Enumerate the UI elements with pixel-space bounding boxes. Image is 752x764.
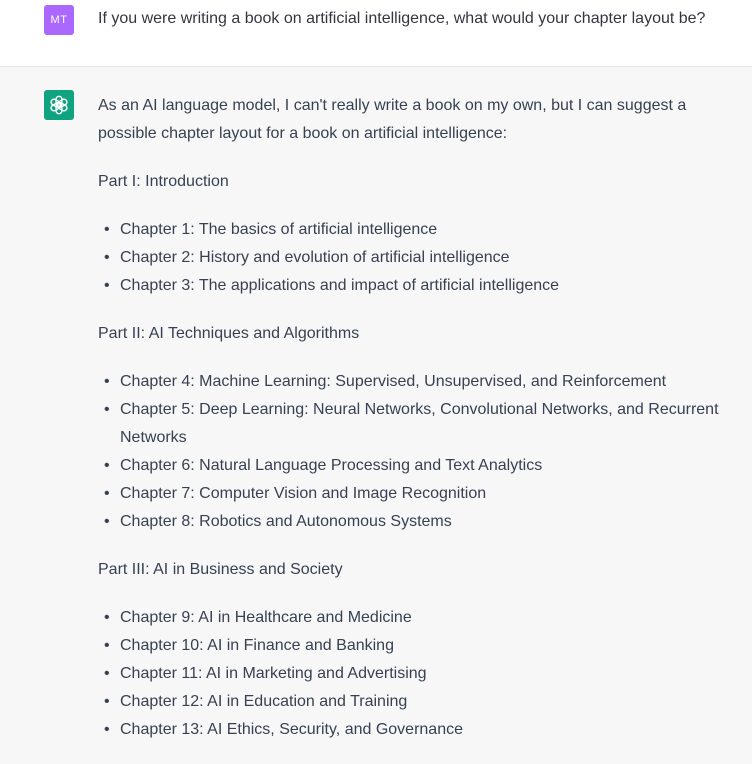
- assistant-avatar: [44, 90, 74, 120]
- chapter-item: • Chapter 5: Deep Learning: Neural Networks, Convolutional Networks, and Recurrent Networks: [120, 396, 744, 452]
- chapter-item: • Chapter 2: History and evolution of artificial intelligence: [120, 244, 744, 272]
- chapter-item: • Chapter 6: Natural Language Processing and Text Analytics: [120, 452, 744, 480]
- chapter-item: • Chapter 8: Robotics and Autonomous Systems: [120, 508, 744, 536]
- openai-logo-icon: [48, 94, 70, 116]
- assistant-intro: As an AI language model, I can't really write a book on my own, but I can suggest a possible chapter layout for a book on artificial intelligence:: [98, 97, 687, 142]
- part-title: Part I: Introduction: [98, 173, 229, 190]
- chapter-item: • Chapter 13: AI Ethics, Security, and Governance: [120, 716, 744, 744]
- user-message-row: [0, 0, 752, 67]
- part-title: Part II: AI Techniques and Algorithms: [98, 325, 360, 342]
- assistant-message-row: [0, 67, 752, 737]
- chapter-item: • Chapter 7: Computer Vision and Image Recognition: [120, 480, 744, 508]
- chapter-item: • Chapter 3: The applications and impact of artificial intelligence: [120, 272, 744, 300]
- part-title: Part III: AI in Business and Society: [98, 561, 343, 578]
- chapter-item: • Chapter 4: Machine Learning: Supervised, Unsupervised, and Reinforcement: [120, 368, 744, 396]
- chapter-list: [98, 604, 744, 744]
- chapter-item: • Chapter 11: AI in Marketing and Advertising: [120, 660, 744, 688]
- chapter-item: • Chapter 12: AI in Education and Training: [120, 688, 744, 716]
- chapter-item: • Chapter 9: AI in Healthcare and Medicine: [120, 604, 744, 632]
- user-avatar-initials: MT: [50, 14, 68, 26]
- chapter-list: [98, 368, 744, 536]
- user-message-text: If you were writing a book on artificial intelligence, what would your chapter layout be?: [98, 10, 706, 27]
- chapter-list: [98, 216, 744, 300]
- user-avatar: [44, 5, 74, 35]
- assistant-message-content: [98, 92, 744, 764]
- chapter-item: • Chapter 10: AI in Finance and Banking: [120, 632, 744, 660]
- chapter-item: • Chapter 1: The basics of artificial intelligence: [120, 216, 744, 244]
